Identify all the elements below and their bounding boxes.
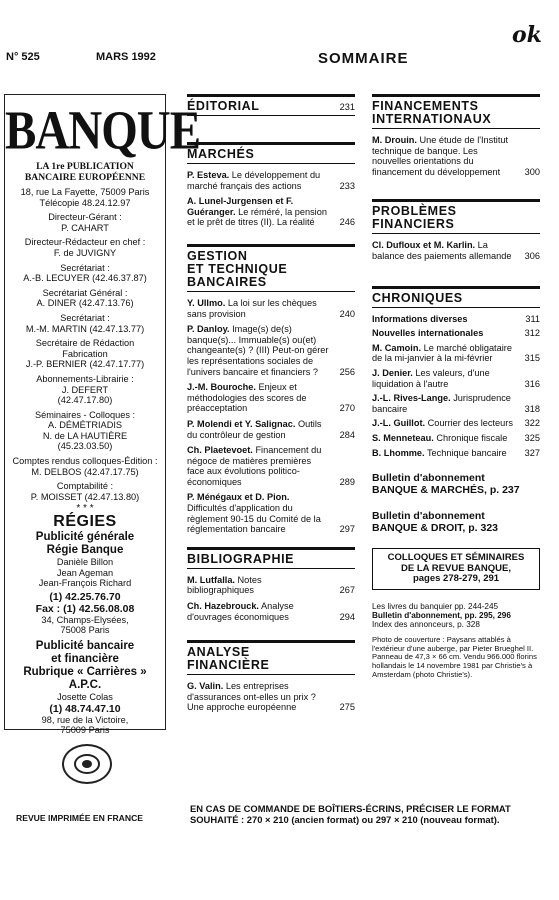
staff-name: (45.23.03.50) bbox=[57, 441, 113, 452]
toc-entry bbox=[187, 382, 355, 414]
section-title-1: GESTION bbox=[187, 248, 248, 263]
staff-13 bbox=[5, 481, 165, 502]
bulletin-ref: BANQUE & MARCHÉS, p. 237 bbox=[372, 484, 520, 497]
entry-text: La balance des paiements allemande bbox=[372, 240, 512, 261]
staff-name: M.-M. MARTIN (42.47.13.77) bbox=[25, 323, 145, 334]
toc-entry bbox=[372, 368, 540, 389]
entry-author: Informations diverses bbox=[372, 313, 468, 324]
entry-text: Outils du contrôleur de gestion bbox=[187, 418, 322, 440]
toc-entry bbox=[187, 170, 355, 191]
staff-name: A. DÉMÉTRIADIS bbox=[47, 420, 123, 431]
page-number: 322 bbox=[524, 418, 540, 429]
page-number: 294 bbox=[339, 611, 355, 622]
entry-text: Jurisprudence bancaire bbox=[372, 393, 511, 414]
entry-text: Analyse d'ouvrages économiques bbox=[187, 601, 294, 622]
tel-1: (1) 42.25.76.70 bbox=[49, 590, 121, 603]
addr-1b: 75008 Paris bbox=[60, 625, 110, 636]
staff-name: Fabrication bbox=[62, 348, 108, 359]
entry-text: Les entreprises d'assurances ont-elles un prix ? Une approche européenne bbox=[187, 681, 316, 713]
index-annonceurs: Index des annonceurs, p. 328 bbox=[372, 620, 480, 630]
bulletin-marches bbox=[372, 472, 540, 496]
page-number: 311 bbox=[525, 313, 540, 324]
colloques-line-3: pages 278-279, 291 bbox=[412, 573, 500, 585]
entry-author: P. Esteva. bbox=[187, 170, 230, 180]
toc-entry bbox=[372, 418, 540, 429]
toc-entry bbox=[187, 492, 355, 534]
page-number: 316 bbox=[524, 378, 540, 389]
entry-author: P. Ménégaux et D. Pion. bbox=[187, 492, 290, 503]
page-number: 297 bbox=[339, 524, 355, 535]
ojd-seal-icon bbox=[62, 744, 112, 784]
addr-1a: 34, Champs-Elysées, bbox=[41, 614, 129, 625]
section-title-1: ANALYSE bbox=[187, 645, 250, 660]
ok-mark: ok bbox=[512, 22, 542, 48]
masthead-box bbox=[4, 94, 201, 736]
page-number: 267 bbox=[339, 585, 355, 596]
staff-name: (42.47.17.80) bbox=[57, 395, 113, 406]
page-number: 256 bbox=[339, 366, 355, 377]
staff-role: Secrétariat : bbox=[60, 312, 110, 323]
staff-role: Directeur-Gérant : bbox=[48, 212, 122, 223]
issue-date: MARS 1992 bbox=[96, 51, 156, 63]
page-number: 270 bbox=[339, 403, 355, 414]
contact-2: Jean Ageman bbox=[56, 567, 114, 578]
entry-text: Une étude de l'Institut technique de banque. Les nouvelles orientations du financement du développement bbox=[372, 135, 509, 177]
regies-title: RÉGIES bbox=[53, 513, 117, 531]
staff-name: J. DEFERT bbox=[61, 384, 109, 395]
section-bibliographie bbox=[187, 547, 355, 622]
toc-entry bbox=[372, 433, 540, 444]
staff-1 bbox=[5, 237, 165, 258]
entry-author: A. Lunel-Jurgensen et F. Guéranger. bbox=[187, 196, 294, 217]
entry-text: Difficultés d'application du règlement 90-15 du Comité de la réglementation bancaire bbox=[187, 503, 321, 535]
footer-notice bbox=[190, 803, 550, 825]
page-number: 318 bbox=[524, 403, 540, 414]
contact-1: Danièle Billon bbox=[56, 557, 114, 568]
toc-entry bbox=[372, 448, 540, 459]
entry-text: Le marché obligataire de la mi-janvier à la mi-février bbox=[372, 342, 512, 364]
entry-author: P. Molendi et Y. Salignac. bbox=[187, 418, 296, 429]
colloques-line-1: COLLOQUES ET SÉMINAIRES bbox=[387, 552, 525, 564]
entry-text: Enjeux et méthodologies des scores de préacceptation bbox=[187, 382, 307, 414]
entry-text: Image(s) de(s) banque(s)... Immuable(s) ou(et) changeante(s) ? (III) Peut-on gérer les représentations sociales de l'univers bancaire et financiers ? bbox=[187, 324, 329, 377]
section-title-2: ET TECHNIQUE bbox=[187, 261, 288, 276]
toc-entry bbox=[187, 601, 355, 622]
entry-author: G. Valin. bbox=[187, 681, 224, 692]
entry-author: J.-L. Guillot. bbox=[372, 418, 426, 429]
toc-entry bbox=[187, 298, 355, 319]
staff-role: Secrétaire de Rédaction bbox=[35, 338, 135, 349]
toc-entry bbox=[372, 135, 540, 177]
entry-text: Le développement du marché français des actions bbox=[187, 170, 321, 191]
entry-author: S. Menneteau. bbox=[372, 432, 434, 443]
tel-2: (1) 48.74.47.10 bbox=[49, 702, 121, 715]
footer-notice-line-1: EN CAS DE COMMANDE DE BOÎTIERS-ÉCRINS, PRÉCISER LE FORMAT bbox=[190, 803, 511, 814]
staff-role: Secrétariat Général : bbox=[42, 287, 128, 298]
staff-role: Abonnements-Librairie : bbox=[36, 373, 134, 384]
fax-1: Fax : (1) 42.56.08.08 bbox=[35, 602, 135, 615]
staff-9 bbox=[5, 410, 165, 452]
entry-text: Notes bibliographiques bbox=[187, 574, 262, 596]
section-problemes bbox=[372, 199, 540, 261]
page-number: 315 bbox=[524, 353, 540, 364]
entry-author: J.-L. Rives-Lange. bbox=[372, 393, 451, 404]
page-number: 325 bbox=[524, 432, 540, 443]
section-marches bbox=[187, 142, 355, 228]
staff-name: A. DINER (42.47.13.76) bbox=[36, 298, 134, 309]
entry-author: Y. Ullmo. bbox=[187, 297, 226, 308]
page-number: 231 bbox=[339, 102, 355, 113]
staff-12 bbox=[5, 456, 165, 477]
section-title: MARCHÉS bbox=[187, 147, 255, 161]
staff-role: Comptes rendus colloques-Édition : bbox=[12, 456, 158, 467]
entry-text: Technique bancaire bbox=[426, 447, 507, 458]
section-financements bbox=[372, 94, 540, 177]
bulletin-label: Bulletin d'abonnement bbox=[372, 472, 485, 485]
staff-role: Séminaires - Colloques : bbox=[34, 409, 136, 420]
toc-entry bbox=[187, 324, 355, 377]
page-number: 240 bbox=[339, 308, 355, 319]
entry-author: J. Denier. bbox=[372, 367, 413, 378]
entry-author: J.-M. Bouroche. bbox=[187, 382, 256, 393]
section-title-3: BANCAIRES bbox=[187, 274, 267, 289]
entry-text: Financement du négoce de matières premières face aux évolutions politico-économiques bbox=[187, 445, 322, 487]
addr-2b: 75009 Paris bbox=[60, 725, 110, 736]
page-number: 327 bbox=[524, 447, 540, 458]
entry-author: B. Lhomme. bbox=[372, 447, 425, 458]
issue-number: N° 525 bbox=[6, 51, 40, 63]
page-number: 275 bbox=[339, 702, 355, 713]
entry-text: Le réméré, la pension et le prêt de titres (II). La réalité bbox=[187, 206, 327, 228]
section-title-2: FINANCIERS bbox=[372, 217, 455, 232]
contact-apc: Josette Colas bbox=[57, 692, 113, 702]
regie-banque: Régie Banque bbox=[46, 544, 124, 557]
staff-4 bbox=[5, 313, 165, 334]
toc-entry bbox=[372, 328, 540, 339]
entry-text: Courrier des lecteurs bbox=[427, 418, 513, 429]
tagline-1: LA 1re PUBLICATION bbox=[36, 161, 134, 172]
staff-name: P. MOISSET (42.47.13.80) bbox=[30, 491, 140, 502]
staff-0 bbox=[5, 212, 165, 233]
apc: A.P.C. bbox=[68, 679, 102, 691]
page-number: 284 bbox=[339, 429, 355, 440]
section-analyse bbox=[187, 640, 355, 713]
livres-banquier: Les livres du banquier pp. 244-245 bbox=[372, 601, 499, 611]
staff-role: Comptabilité : bbox=[56, 481, 114, 492]
address: 18, rue La Fayette, 75009 Paris bbox=[20, 187, 150, 197]
toc-entry bbox=[187, 681, 355, 713]
section-chroniques bbox=[372, 286, 540, 459]
photo-credit: Photo de couverture : Paysans attablés à l'extérieur d'une auberge, par Pieter Brueghel II. Panneau de 47,3 × 66 cm. Vendu 966.000 florins hollandais le 14 novembre 1981 par Christie's à Amsterdam (photo Christie's). bbox=[372, 634, 537, 679]
bulletin-ref: BANQUE & DROIT, p. 323 bbox=[372, 522, 499, 535]
section-gestion bbox=[187, 244, 355, 535]
addr-2a: 98, rue de la Victoire, bbox=[41, 714, 129, 725]
section-title-2: INTERNATIONAUX bbox=[372, 112, 492, 126]
toc-entry bbox=[187, 196, 355, 228]
entry-author: M. Camoin. bbox=[372, 342, 422, 353]
entry-text: Les valeurs, d'une liquidation à l'autre bbox=[372, 367, 490, 389]
staff-role: Directeur-Rédacteur en chef : bbox=[24, 237, 146, 248]
contact-3: Jean-François Richard bbox=[38, 578, 132, 589]
pub-generale: Publicité générale bbox=[35, 531, 135, 544]
staff-name: J.-P. BERNIER (42.47.17.77) bbox=[25, 359, 145, 370]
page-number: 312 bbox=[524, 328, 540, 339]
page-number: 246 bbox=[339, 217, 355, 228]
bulletin-label: Bulletin d'abonnement bbox=[372, 510, 485, 523]
pub-bancaire-2: et financière bbox=[51, 653, 119, 665]
right-column bbox=[372, 94, 540, 680]
middle-column bbox=[187, 94, 355, 718]
entry-author: M. Lutfalla. bbox=[187, 574, 235, 585]
bulletin-pages: Bulletin d'abonnement, pp. 295, 296 bbox=[372, 611, 511, 620]
entry-author: P. Danloy. bbox=[187, 324, 230, 335]
page-number: 289 bbox=[339, 476, 355, 487]
staff-name: A.-B. LECUYER (42.46.37.87) bbox=[23, 273, 147, 284]
section-title-1: FINANCEMENTS bbox=[372, 99, 479, 113]
rubrique-carrieres: Rubrique « Carrières » bbox=[23, 666, 147, 678]
staff-role: Secrétariat : bbox=[60, 262, 110, 273]
staff-2 bbox=[5, 263, 165, 284]
toc-entry bbox=[372, 314, 540, 325]
pub-bancaire-1: Publicité bancaire bbox=[35, 640, 135, 652]
staff-name: F. de JUVIGNY bbox=[53, 247, 117, 258]
staff-name: N. de LA HAUTIÈRE bbox=[42, 430, 128, 441]
colloques-box bbox=[372, 548, 540, 590]
entry-text: La loi sur les chèques sans provision bbox=[187, 297, 317, 319]
section-title: BIBLIOGRAPHIE bbox=[187, 551, 295, 566]
section-title: CHRONIQUES bbox=[372, 290, 463, 305]
separator-stars: * * * bbox=[76, 503, 94, 515]
entry-author: M. Drouin. bbox=[372, 135, 417, 145]
staff-5 bbox=[5, 338, 165, 370]
toc-entry bbox=[372, 240, 540, 261]
toc-entry bbox=[187, 575, 355, 596]
footer-printed: REVUE IMPRIMÉE EN FRANCE bbox=[16, 813, 144, 823]
telecopie: Télécopie 48.24.12.97 bbox=[39, 197, 131, 208]
bulletin-droit bbox=[372, 510, 540, 534]
staff-name: P. CAHART bbox=[61, 222, 109, 233]
toc-entry bbox=[372, 393, 540, 414]
tagline-2: BANCAIRE EUROPÉENNE bbox=[24, 172, 146, 183]
section-editorial bbox=[187, 94, 355, 116]
entry-author: Nouvelles internationales bbox=[372, 328, 484, 339]
toc-entry bbox=[372, 343, 540, 364]
section-title-2: FINANCIÈRE bbox=[187, 658, 270, 673]
entry-author: Cl. Dufloux et M. Karlin. bbox=[372, 240, 476, 251]
section-title: ÉDITORIAL bbox=[187, 99, 260, 113]
banque-logo: BANQUE bbox=[5, 100, 201, 162]
staff-7 bbox=[5, 374, 165, 406]
staff-3 bbox=[5, 288, 165, 309]
colloques-line-2: DE LA REVUE BANQUE, bbox=[401, 562, 511, 574]
entry-text: Chronique fiscale bbox=[436, 432, 508, 443]
page-number: 306 bbox=[524, 250, 540, 261]
entry-author: Ch. Plaetevoet. bbox=[187, 445, 253, 456]
entry-author: Ch. Hazebrouck. bbox=[187, 601, 259, 612]
staff-name: M. DELBOS (42.47.17.75) bbox=[31, 466, 139, 477]
page-number: 233 bbox=[339, 180, 355, 191]
toc-entry bbox=[187, 419, 355, 440]
footer-notice-line-2: SOUHAITÉ : 270 × 210 (ancien format) ou 297 × 210 (nouveau format). bbox=[190, 814, 500, 825]
page-title: SOMMAIRE bbox=[318, 50, 409, 67]
page-number: 300 bbox=[524, 166, 540, 177]
toc-entry bbox=[187, 445, 355, 487]
section-title-1: PROBLÈMES bbox=[372, 204, 457, 219]
